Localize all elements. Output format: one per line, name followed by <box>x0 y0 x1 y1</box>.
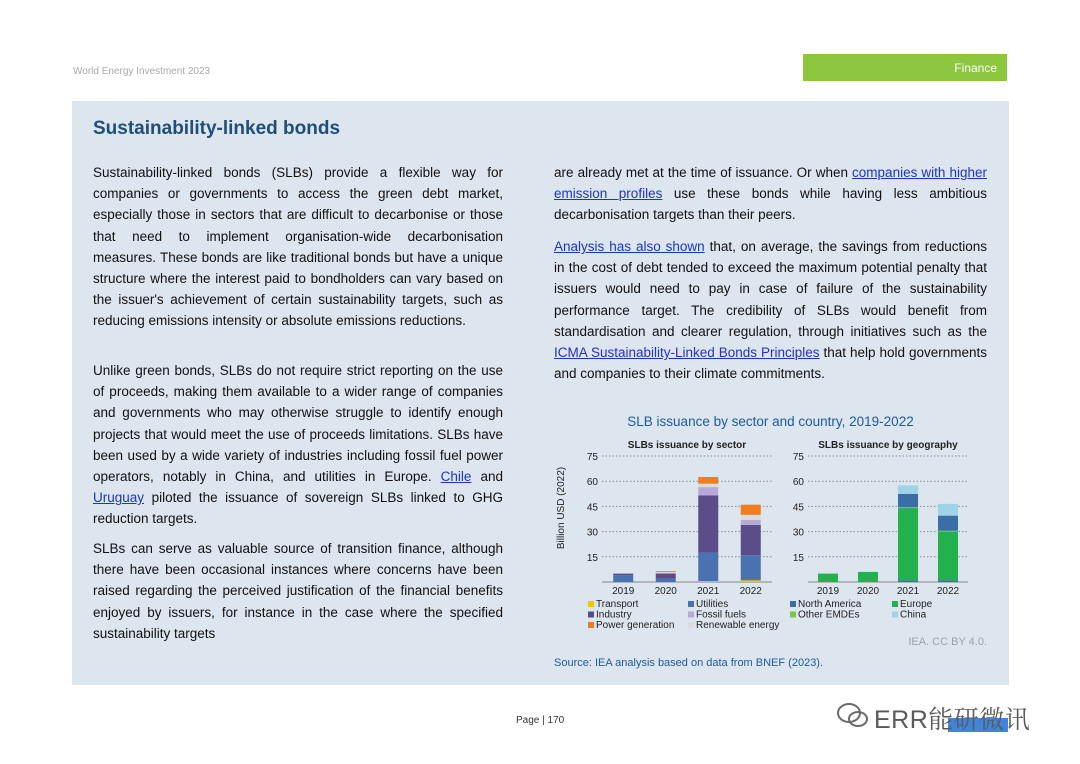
bar-renewable-energy-2020 <box>656 572 676 573</box>
watermark-text: ERR能研微讯 <box>874 706 1031 734</box>
bar-unlabelled-dark-blue-2022 <box>938 516 958 531</box>
bar-fossil-fuels-2022 <box>741 520 761 525</box>
legend-swatch-power-generation <box>588 622 594 628</box>
bar-power-generation-2021 <box>698 477 718 484</box>
bar-europe-2021 <box>898 508 918 580</box>
y-axis-label: Billion USD (2022) <box>556 466 567 550</box>
y-tick-label-75: 75 <box>792 452 804 463</box>
chart-2-title: SLBs issuance by geography <box>818 440 958 451</box>
paragraph-2 <box>93 360 503 530</box>
x-tick-label-2022: 2022 <box>936 586 960 597</box>
paragraph-5-text-a: that, on average, the savings from reductions in the cost of debt tended to exceed the maximum potential penalty that issuers would need to pay in case of failure of the sustainability performance target. The credibility of SLBs would benefit from standardisation and clearer regulation, through initiatives such as the <box>554 239 988 339</box>
paragraph-3: SLBs can serve as valuable source of transition finance, although there have been occasional instances where concerns have been raised regarding the perceived justification of the financial benefits enjoyed by issuers, for instance in the case where the specified sustainability targets <box>93 541 503 641</box>
bar-industry-2020 <box>656 574 676 579</box>
y-tick-label-75: 75 <box>586 452 598 463</box>
bar-renewable-energy-2022 <box>741 515 761 520</box>
legend-swatch-renewable-energy <box>688 622 694 628</box>
box-title: Sustainability-linked bonds <box>93 118 341 139</box>
wechat-icon <box>836 700 870 730</box>
paragraph-2-text-a: Unlike green bonds, SLBs do not require strict reporting on the use of proceeds, making them available to a wider range of companies and governments who may otherwise struggle to identify enough projects that would meet the use of proceeds limitations. SLBs have been used by a wide variety of industries including fossil fuel power operators, notably in China, and utilities in Europe. <box>93 363 503 485</box>
legend-label-industry: Industry <box>596 609 632 621</box>
x-tick-label-2021: 2021 <box>896 586 920 597</box>
bar-europe-2020 <box>858 572 878 582</box>
legend-label-renewable-energy: Renewable energy <box>696 620 780 631</box>
bar-fossil-fuels-2021 <box>698 487 718 495</box>
uruguay-link[interactable]: Uruguay <box>93 490 145 506</box>
y-tick-label-60: 60 <box>586 477 598 489</box>
legend-label-utilities: Utilities <box>696 599 729 610</box>
legend-swatch-other-emdes <box>790 612 796 618</box>
y-tick-label-45: 45 <box>586 502 598 514</box>
legend-label-north-america: North America <box>798 599 862 610</box>
x-tick-label-2020: 2020 <box>856 586 880 597</box>
y-tick-label-15: 15 <box>586 552 598 564</box>
bar-fossil-fuels-2020 <box>656 573 676 574</box>
legend-swatch-europe <box>892 601 898 607</box>
bar-transport-2022 <box>741 580 761 582</box>
x-tick-label-2020: 2020 <box>654 586 677 597</box>
bar-transport-2021 <box>698 581 718 582</box>
bar-utilities-2022 <box>741 555 761 580</box>
bar-other-emdes-2022 <box>938 531 958 532</box>
paragraph-5-text-b: that help hold governments and companies to their climate commitments. <box>554 345 987 382</box>
bar-renewable-energy-2021 <box>698 484 718 487</box>
bar-utilities-2019 <box>613 575 633 582</box>
paragraph-2-text-b: and <box>471 469 503 485</box>
y-tick-label-15: 15 <box>792 552 804 564</box>
chile-link[interactable]: Chile <box>440 469 472 485</box>
paragraph-4-text-a: are already met at the time of issuance. Or when <box>554 165 853 180</box>
bar-industry-2019 <box>613 574 633 576</box>
section-tab[interactable]: Finance <box>803 54 1007 81</box>
chart-1-title: SLBs issuance by sector <box>627 440 747 451</box>
analysis-link[interactable]: Analysis has also shown <box>554 239 705 254</box>
bar-unlabelled-light-blue-2022 <box>938 504 958 516</box>
paragraph-1: Sustainability-linked bonds (SLBs) provide a flexible way for companies or governments to access the green debt market, especially those in sectors that are difficult to decarbonise or those that need to implement organisation-wide decarbonisation measures. These bonds are like traditional bonds but have a unique structure where the interest paid to bondholders can vary based on the issuer's achievement of certain sustainability targets, such as reducing emissions intensity or absolute emissions reductions. <box>93 165 503 329</box>
legend-swatch-fossil-fuels <box>688 612 694 618</box>
bar-utilities-2021 <box>698 553 718 582</box>
page-number: Page | 170 <box>516 715 565 726</box>
legend-label-fossil-fuels: Fossil fuels <box>696 609 747 621</box>
legend-label-transport: Transport <box>596 599 639 610</box>
y-tick-label-30: 30 <box>792 527 804 539</box>
legend-swatch-china <box>892 612 898 618</box>
bar-europe-2019 <box>818 574 838 582</box>
figure-credit: IEA. CC BY 4.0. <box>908 636 987 648</box>
paragraph-4-text-b: use these bonds while having less ambitious decarbonisation targets than their peers. <box>554 186 987 223</box>
legend-label-power-generation: Power generation <box>596 620 675 631</box>
legend-swatch-north-america <box>790 601 796 607</box>
legend-label-other-emdes: Other EMDEs <box>798 609 860 621</box>
figure-source: Source: IEA analysis based on data from BNEF (2023). <box>554 657 824 669</box>
legend-swatch-transport <box>588 601 594 607</box>
paragraph-5 <box>554 236 987 384</box>
y-tick-label-60: 60 <box>792 477 804 489</box>
legend-swatch-industry <box>588 612 594 618</box>
y-tick-label-30: 30 <box>586 527 598 539</box>
legend-swatch-utilities <box>688 601 694 607</box>
x-tick-label-2022: 2022 <box>739 586 762 597</box>
paragraph-2-text-c: piloted the issuance of sovereign SLBs linked to GHG reduction targets. <box>93 490 503 527</box>
emission-profiles-link[interactable]: companies with higher emission profiles <box>554 165 987 202</box>
bar-north-america-2021 <box>898 580 918 582</box>
icma-principles-link[interactable]: ICMA Sustainability-Linked Bonds Principles <box>554 345 820 361</box>
bar-north-america-2022 <box>938 580 958 582</box>
bar-other-emdes-2021 <box>898 507 918 508</box>
bar-industry-2022 <box>741 525 761 555</box>
slb-issuance-charts <box>550 434 990 634</box>
legend-label-europe: Europe <box>900 599 933 610</box>
paragraph-4 <box>554 162 987 226</box>
bar-europe-2022 <box>938 532 958 581</box>
bar-power-generation-2020 <box>656 571 676 572</box>
legend-label-china: China <box>900 609 927 621</box>
y-tick-label-45: 45 <box>792 502 804 514</box>
bar-industry-2021 <box>698 495 718 552</box>
bar-power-generation-2022 <box>741 505 761 515</box>
bar-unlabelled-light-blue-2021 <box>898 485 918 493</box>
x-tick-label-2021: 2021 <box>697 586 720 597</box>
bar-unlabelled-dark-blue-2021 <box>898 494 918 507</box>
report-title: World Energy Investment 2023 <box>73 66 211 77</box>
x-tick-label-2019: 2019 <box>816 586 840 597</box>
x-tick-label-2019: 2019 <box>612 586 635 597</box>
figure-title: SLB issuance by sector and country, 2019-2022 <box>627 414 914 429</box>
bar-utilities-2020 <box>656 579 676 582</box>
